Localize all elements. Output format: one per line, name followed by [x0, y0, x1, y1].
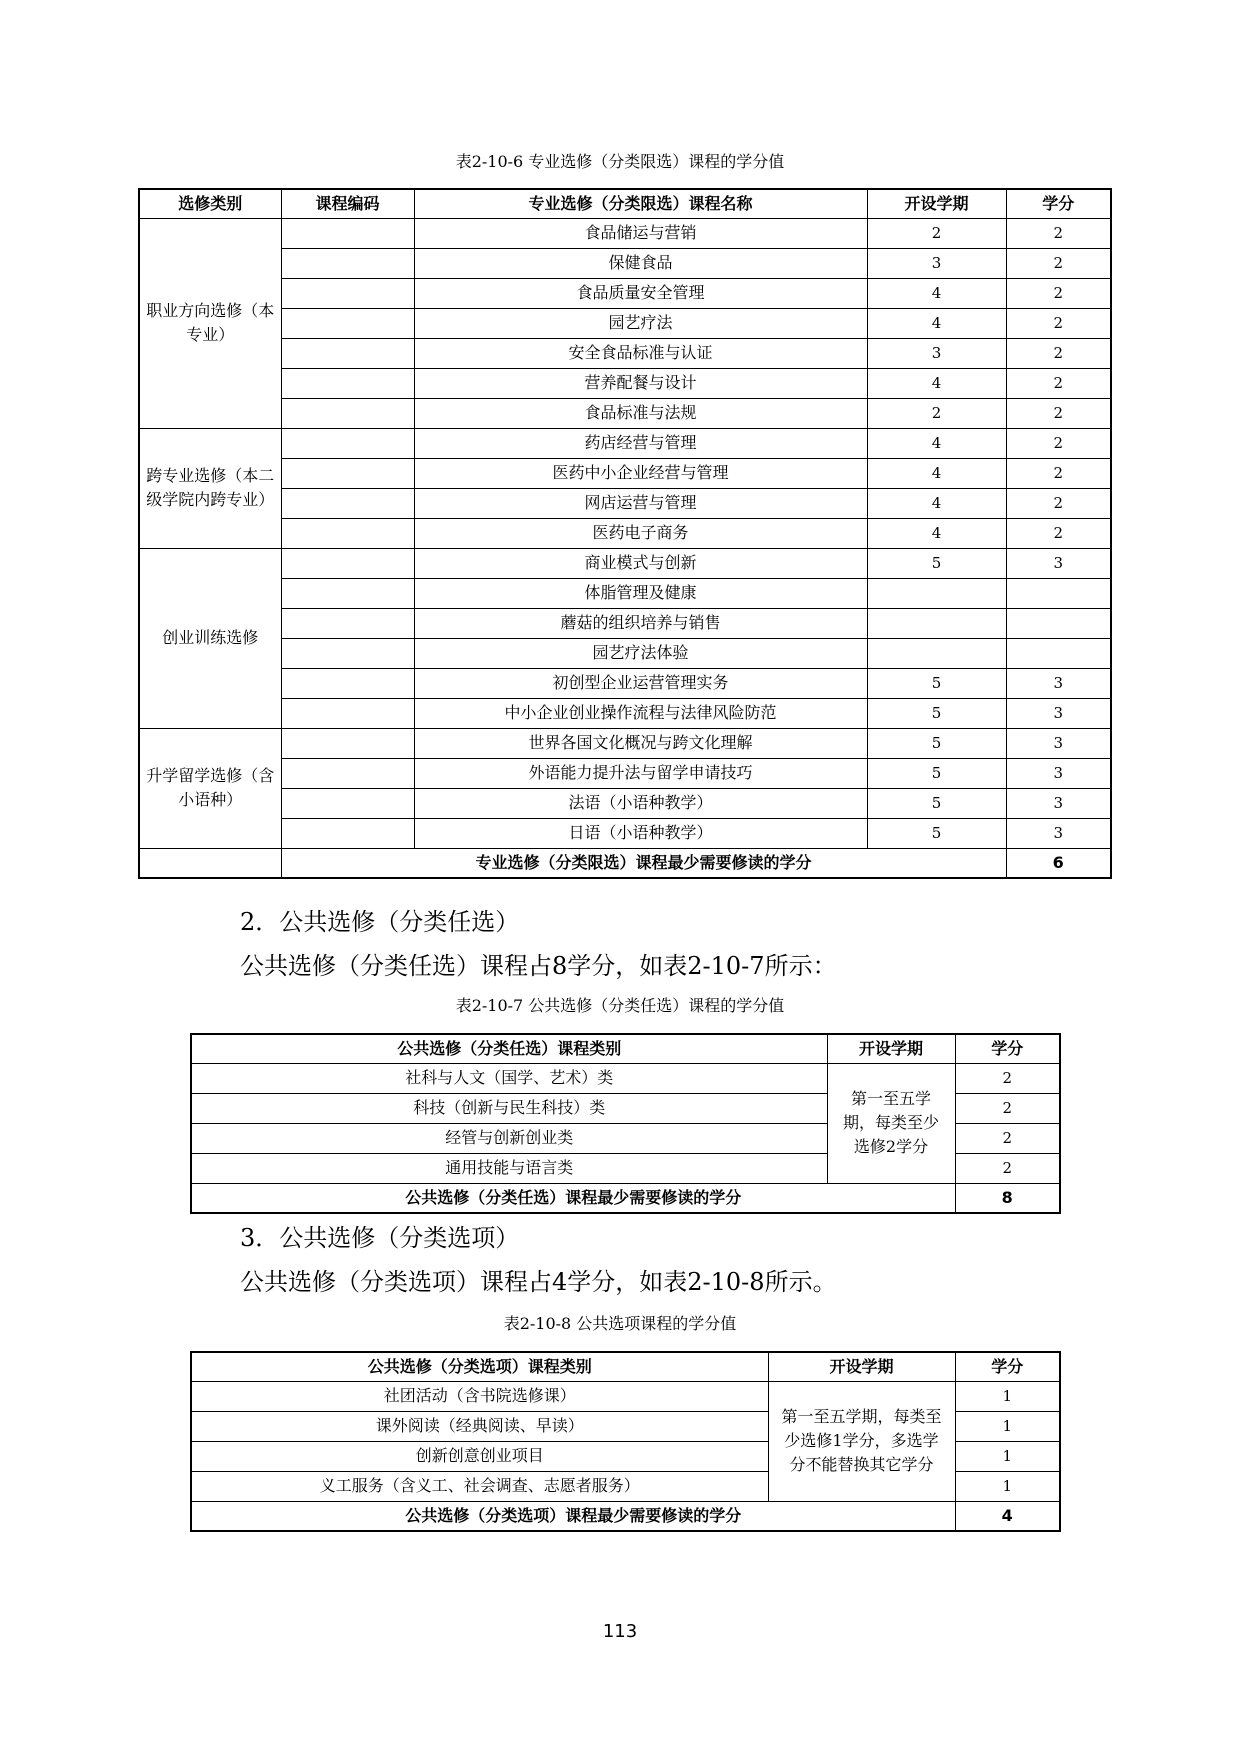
- term-cell: 5: [867, 548, 1006, 578]
- credit-cell: 3: [1006, 668, 1111, 698]
- category-cell: 经管与创新创业类: [191, 1123, 827, 1153]
- credit-cell: [1006, 578, 1111, 608]
- term-cell: 5: [867, 668, 1006, 698]
- term-cell: 4: [867, 428, 1006, 458]
- course-name-cell: 食品标准与法规: [414, 398, 867, 428]
- category-cell: 升学留学选修（含小语种）: [139, 728, 281, 848]
- term-cell: 4: [867, 488, 1006, 518]
- table-row: [139, 488, 1111, 518]
- category-cell: 跨专业选修（本二级学院内跨专业）: [139, 428, 281, 548]
- table3-total-row: [191, 1501, 1060, 1531]
- credit-cell: 2: [1006, 218, 1111, 248]
- course-code-cell: [281, 428, 414, 458]
- course-code-cell: [281, 308, 414, 338]
- table3-total-value: 4: [955, 1501, 1060, 1531]
- course-code-cell: [281, 608, 414, 638]
- table3: [190, 1351, 1061, 1532]
- credit-cell: 2: [955, 1123, 1060, 1153]
- course-name-cell: 日语（小语种教学）: [414, 818, 867, 848]
- credit-cell: 1: [955, 1441, 1060, 1471]
- table-row: [139, 728, 1111, 758]
- credit-cell: 2: [955, 1093, 1060, 1123]
- term-note-cell: 第一至五学期，每类至少选修1学分，多选学分不能替换其它学分: [768, 1381, 955, 1501]
- table-row: [139, 308, 1111, 338]
- course-name-cell: 食品储运与营销: [414, 218, 867, 248]
- course-code-cell: [281, 518, 414, 548]
- course-name-cell: 蘑菇的组织培养与销售: [414, 608, 867, 638]
- term-cell: 5: [867, 788, 1006, 818]
- table2-total-label: 公共选修（分类任选）课程最少需要修读的学分: [191, 1183, 955, 1213]
- course-code-cell: [281, 728, 414, 758]
- term-cell: [867, 638, 1006, 668]
- term-cell: 4: [867, 368, 1006, 398]
- course-code-cell: [281, 218, 414, 248]
- table2: [190, 1033, 1061, 1214]
- course-name-cell: 园艺疗法体验: [414, 638, 867, 668]
- table1-header-term: 开设学期: [867, 189, 1006, 218]
- course-code-cell: [281, 398, 414, 428]
- table1-header-code: 课程编码: [281, 189, 414, 218]
- category-cell: 科技（创新与民生科技）类: [191, 1093, 827, 1123]
- table-row: [139, 398, 1111, 428]
- section3-text: 公共选修（分类选项）课程占4学分，如表2-10-8所示。: [240, 1268, 837, 1296]
- term-cell: [867, 578, 1006, 608]
- credit-cell: [1006, 608, 1111, 638]
- credit-cell: 2: [1006, 428, 1111, 458]
- credit-cell: 2: [955, 1063, 1060, 1093]
- course-name-cell: 园艺疗法: [414, 308, 867, 338]
- term-cell: 3: [867, 338, 1006, 368]
- table1-total-row: [139, 848, 1111, 878]
- course-name-cell: 外语能力提升法与留学申请技巧: [414, 758, 867, 788]
- table1-total-label: 专业选修（分类限选）课程最少需要修读的学分: [281, 848, 1006, 878]
- course-code-cell: [281, 548, 414, 578]
- page-number: 113: [602, 1621, 638, 1642]
- course-name-cell: 医药中小企业经营与管理: [414, 458, 867, 488]
- table3-total-label: 公共选修（分类选项）课程最少需要修读的学分: [191, 1501, 955, 1531]
- credit-cell: 2: [1006, 458, 1111, 488]
- table-row: [139, 788, 1111, 818]
- table-row: [139, 668, 1111, 698]
- course-code-cell: [281, 788, 414, 818]
- course-name-cell: 商业模式与创新: [414, 548, 867, 578]
- credit-cell: 2: [1006, 518, 1111, 548]
- category-cell: 通用技能与语言类: [191, 1153, 827, 1183]
- course-name-cell: 药店经营与管理: [414, 428, 867, 458]
- table2-total-value: 8: [955, 1183, 1060, 1213]
- table-row: [191, 1381, 1060, 1411]
- credit-cell: 1: [955, 1381, 1060, 1411]
- table1-header-credit: 学分: [1006, 189, 1111, 218]
- course-code-cell: [281, 338, 414, 368]
- course-name-cell: 网店运营与管理: [414, 488, 867, 518]
- category-cell: 职业方向选修（本专业）: [139, 218, 281, 428]
- table-row: [139, 758, 1111, 788]
- table1-caption: 表2-10-6 专业选修（分类限选）课程的学分值: [455, 152, 785, 171]
- course-code-cell: [281, 488, 414, 518]
- credit-cell: 3: [1006, 788, 1111, 818]
- section2-text: 公共选修（分类任选）课程占8学分，如表2-10-7所示：: [240, 952, 837, 980]
- course-code-cell: [281, 248, 414, 278]
- course-code-cell: [281, 578, 414, 608]
- table3-header-row: [191, 1352, 1060, 1381]
- credit-cell: [1006, 638, 1111, 668]
- course-code-cell: [281, 818, 414, 848]
- term-cell: 4: [867, 458, 1006, 488]
- course-code-cell: [281, 278, 414, 308]
- table1-header-row: [139, 189, 1111, 218]
- table2-header-category: 公共选修（分类任选）课程类别: [191, 1034, 827, 1063]
- course-code-cell: [281, 368, 414, 398]
- table-row: [139, 638, 1111, 668]
- course-code-cell: [281, 668, 414, 698]
- table2-caption: 表2-10-7 公共选修（分类任选）课程的学分值: [455, 996, 785, 1015]
- table2-header-term: 开设学期: [827, 1034, 955, 1063]
- table-row: [139, 218, 1111, 248]
- table1: [138, 188, 1112, 879]
- term-cell: 2: [867, 398, 1006, 428]
- table-row: [139, 428, 1111, 458]
- section3-heading: 3．公共选修（分类选项）: [240, 1224, 520, 1252]
- category-cell: 课外阅读（经典阅读、早读）: [191, 1411, 768, 1441]
- course-name-cell: 世界各国文化概况与跨文化理解: [414, 728, 867, 758]
- table2-total-row: [191, 1183, 1060, 1213]
- term-cell: 4: [867, 518, 1006, 548]
- credit-cell: 3: [1006, 818, 1111, 848]
- table1-header-course-name: 专业选修（分类限选）课程名称: [414, 189, 867, 218]
- credit-cell: 2: [955, 1153, 1060, 1183]
- course-code-cell: [281, 458, 414, 488]
- credit-cell: 3: [1006, 728, 1111, 758]
- table-row: [139, 698, 1111, 728]
- term-cell: 2: [867, 218, 1006, 248]
- term-note-cell: 第一至五学期，每类至少选修2学分: [827, 1063, 955, 1183]
- table3-caption: 表2-10-8 公共选项课程的学分值: [503, 1314, 737, 1333]
- table1-total-blank: [139, 848, 281, 878]
- credit-cell: 2: [1006, 278, 1111, 308]
- credit-cell: 3: [1006, 698, 1111, 728]
- table-row: [139, 368, 1111, 398]
- category-cell: 义工服务（含义工、社会调查、志愿者服务）: [191, 1471, 768, 1501]
- course-name-cell: 安全食品标准与认证: [414, 338, 867, 368]
- table3-header-credit: 学分: [955, 1352, 1060, 1381]
- table1-total-value: 6: [1006, 848, 1111, 878]
- credit-cell: 2: [1006, 338, 1111, 368]
- course-name-cell: 中小企业创业操作流程与法律风险防范: [414, 698, 867, 728]
- course-name-cell: 体脂管理及健康: [414, 578, 867, 608]
- term-cell: 5: [867, 758, 1006, 788]
- term-cell: 4: [867, 308, 1006, 338]
- table-row: [191, 1063, 1060, 1093]
- credit-cell: 1: [955, 1471, 1060, 1501]
- term-cell: 3: [867, 248, 1006, 278]
- course-name-cell: 营养配餐与设计: [414, 368, 867, 398]
- category-cell: 社科与人文（国学、艺术）类: [191, 1063, 827, 1093]
- credit-cell: 2: [1006, 488, 1111, 518]
- section2-heading: 2．公共选修（分类任选）: [240, 908, 520, 936]
- course-name-cell: 食品质量安全管理: [414, 278, 867, 308]
- course-name-cell: 初创型企业运营管理实务: [414, 668, 867, 698]
- table-row: [139, 278, 1111, 308]
- table-row: [139, 458, 1111, 488]
- course-code-cell: [281, 698, 414, 728]
- term-cell: 5: [867, 728, 1006, 758]
- course-code-cell: [281, 758, 414, 788]
- term-cell: [867, 608, 1006, 638]
- table-row: [139, 338, 1111, 368]
- table3-header-term: 开设学期: [768, 1352, 955, 1381]
- term-cell: 4: [867, 278, 1006, 308]
- table1-header-category: 选修类别: [139, 189, 281, 218]
- table-row: [139, 548, 1111, 578]
- category-cell: 创新创意创业项目: [191, 1441, 768, 1471]
- credit-cell: 3: [1006, 758, 1111, 788]
- table3-header-category: 公共选修（分类选项）课程类别: [191, 1352, 768, 1381]
- credit-cell: 1: [955, 1411, 1060, 1441]
- course-name-cell: 医药电子商务: [414, 518, 867, 548]
- table-row: [139, 578, 1111, 608]
- term-cell: 5: [867, 698, 1006, 728]
- credit-cell: 2: [1006, 248, 1111, 278]
- course-code-cell: [281, 638, 414, 668]
- table-row: [139, 608, 1111, 638]
- credit-cell: 2: [1006, 368, 1111, 398]
- credit-cell: 2: [1006, 398, 1111, 428]
- table-row: [139, 818, 1111, 848]
- table2-header-row: [191, 1034, 1060, 1063]
- category-cell: 社团活动（含书院选修课）: [191, 1381, 768, 1411]
- credit-cell: 3: [1006, 548, 1111, 578]
- term-cell: 5: [867, 818, 1006, 848]
- credit-cell: 2: [1006, 308, 1111, 338]
- table-row: [139, 518, 1111, 548]
- table-row: [139, 248, 1111, 278]
- course-name-cell: 法语（小语种教学）: [414, 788, 867, 818]
- category-cell: 创业训练选修: [139, 548, 281, 728]
- course-name-cell: 保健食品: [414, 248, 867, 278]
- table2-header-credit: 学分: [955, 1034, 1060, 1063]
